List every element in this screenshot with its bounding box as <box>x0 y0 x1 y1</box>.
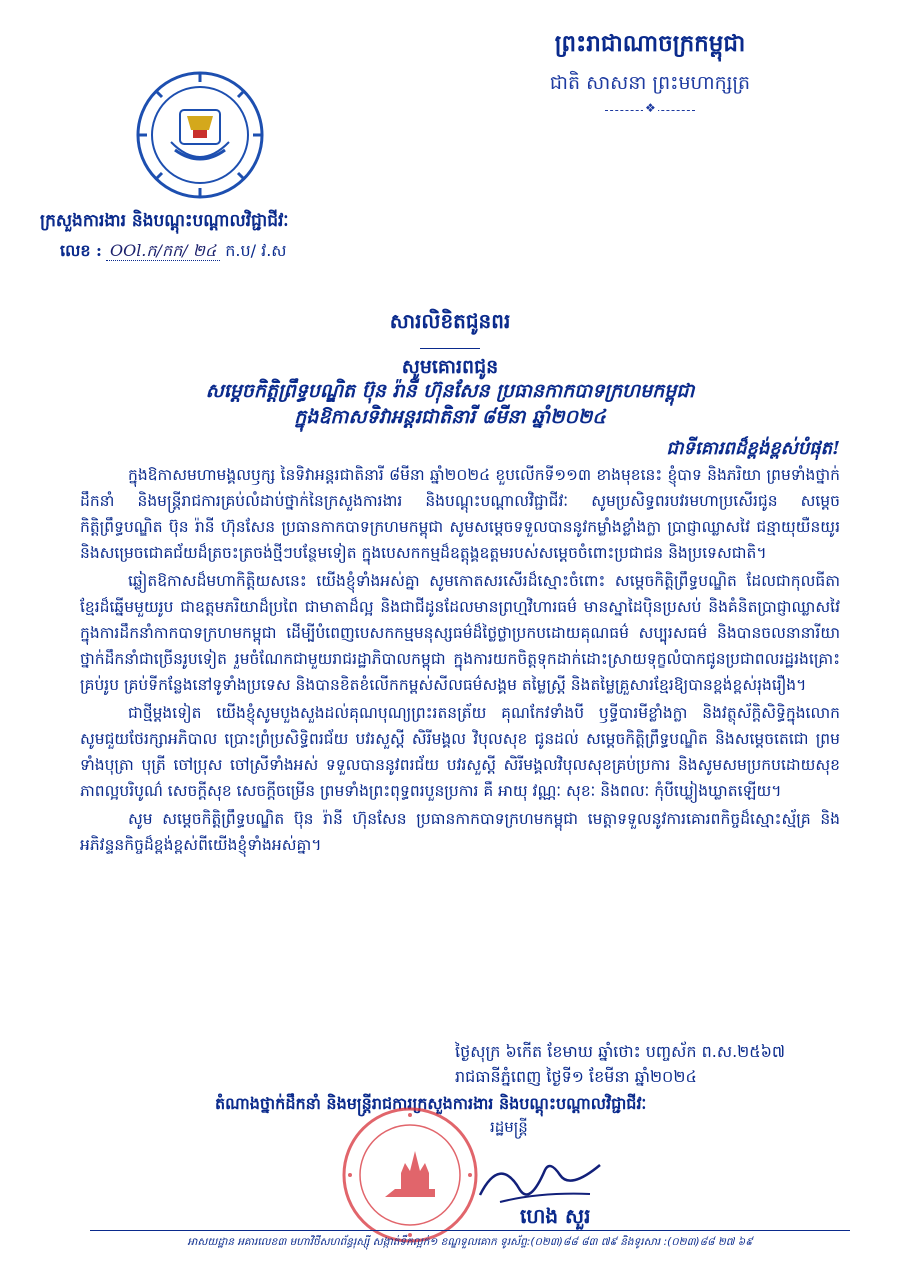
signatory-name: ហេង សួរ <box>520 1204 591 1228</box>
reference-suffix: ក.ប/ វ.ស <box>225 241 287 260</box>
footer-divider <box>90 1230 850 1231</box>
reference-label: លេខ : <box>60 241 102 260</box>
ministry-name: ក្រសួងការងារ និងបណ្តុះបណ្តាលវិជ្ជាជីវៈ <box>40 211 289 231</box>
respect-line: សូមគោរពជូន <box>401 356 499 378</box>
reference-value: OOl.ក/កក/ ២៤ <box>106 241 220 261</box>
title-underline <box>420 348 480 349</box>
ministry-logo <box>135 70 265 200</box>
addressee-line-1: សម្តេចកិត្តិព្រឹទ្ធបណ្ឌិត ប៊ុន រ៉ានី ហ៊ុនសែន ប្រធានកាកបាទក្រហមកម្ពុជា <box>205 380 695 402</box>
reference-number <box>60 240 287 264</box>
footer-address: អាសយដ្ឋាន អគារលេខ៣ មហាវិថីសហព័ន្ធរុស្ស៊ី សង្កាត់ទឹកល្អក់១ ខណ្ឌទួលគោក ទូរស័ព្ទ:(០២៣)៨៨ ៨៣ ៧៩ និងទូរសារ :(០២៣)៨៨ ២៧ ៦៩ <box>187 1236 753 1248</box>
body-paragraph-2: ឆ្លៀតឱកាសដ៏មហាកិត្តិយសនេះ យើងខ្ញុំទាំងអស់គ្នា សូមកោតសរសើរដ៏ស្មោះចំពោះ សម្តេចកិត្តិព្រឹទ្ធបណ្ឌិត ដែលជាកុលធីតាខ្មែរដ៏ឆ្នើមមួយរូប ជាឧត្តមភរិយាដ៏ប្រពៃ ជាមាតាដ៏ល្អ និងជាជីដូនដែលមានព្រហ្មវិហារធម៌ មានស្នាដៃប៉ិនប្រសប់ និងគំនិតប្រាជ្ញាឈ្លាសវៃ ក្នុងការដឹកនាំកាកបាទក្រហមកម្ពុជា ដើម្បីបំពេញបេសកកម្មមនុស្សធម៌ដ៏ថ្លៃថ្លាប្រកបដោយគុណធម៌ សប្បុរសធម៌ និងបានចលនានារីយាថ្នាក់ដឹកនាំជាច្រើនរូបទៀត រួមចំណែកជាមួយរាជរដ្ឋាភិបាលកម្ពុជា ក្នុងការយកចិត្តទុកដាក់ដោះស្រាយទុក្ខលំបាកជូនប្រជាពលរដ្ឋរងគ្រោះគ្រប់រូប គ្រប់ទីកន្លែងនៅទូទាំងប្រទេស និងបានខិតខំលើកកម្ពស់សីលធម៌សង្គម តម្លៃស្ត្រី និងតម្លៃគ្រួសារខ្មែរឱ្យបានខ្ពង់ខ្ពស់រុងរឿង។ <box>80 572 840 694</box>
kingdom-name: ព្រះរាជាណាចក្រកម្ពុជា <box>554 30 746 57</box>
solar-date: រាជធានីភ្នំពេញ ថ្ងៃទី១ ខែមីនា ឆ្នាំ២០២៤ <box>455 1067 697 1086</box>
body-paragraph-1: ក្នុងឱកាសមហាមង្គលឫក្ស នៃទិវាអន្តរជាតិនារី ៨មីនា ឆ្នាំ២០២៤ ខួបលើកទី១១៣ ខាងមុខនេះ ខ្ញុំបាទ និងភរិយា ព្រមទាំងថ្នាក់ដឹកនាំ និងមន្ត្រីរាជការគ្រប់លំដាប់ថ្នាក់នៃក្រសួងការងារ និងបណ្តុះបណ្តាលវិជ្ជាជីវៈ សូមប្រសិទ្ធពរបវរមហាប្រសើរជូន សម្តេចកិត្តិព្រឹទ្ធបណ្ឌិត ប៊ុន រ៉ានី ហ៊ុនសែន ប្រធានកាកបាទក្រហមកម្ពុជា សូមសម្តេចទទួលបាននូវកម្លាំងខ្លាំងក្លា ប្រាជ្ញាឈ្លាសវៃ ជន្មាយុយឺនយូរ និងសម្រេចជោគជ័យដ៏ត្រចះត្រចង់ថ្មីៗបន្ថែមទៀត ក្នុងបេសកកម្មដ៏ឧត្តុង្គឧត្តមរបស់សម្តេចចំពោះប្រជាជន និងប្រទេសជាតិ។ <box>80 466 840 562</box>
lunar-date: ថ្ងៃសុក្រ ៦កើត ខែមាឃ ឆ្នាំថោះ បញ្ចស័ក ព.ស.២៥៦៧ <box>455 1042 786 1061</box>
handwritten-signature <box>470 1150 610 1210</box>
letter-body <box>80 462 840 860</box>
body-paragraph-4: សូម សម្តេចកិត្តិព្រឹទ្ធបណ្ឌិត ប៊ុន រ៉ានី ហ៊ុនសែន ប្រធានកាកបាទក្រហមកម្ពុជា មេត្តាទទួលនូវការគោរពកិច្ចដ៏ស្មោះស្ម័គ្រ និងអភិវន្ទនកិច្ចដ៏ខ្ពង់ខ្ពស់ពីយើងខ្ញុំទាំងអស់គ្នា។ <box>80 810 840 854</box>
salutation: ជាទីគោរពដ៏ខ្ពង់ខ្ពស់បំផុត! <box>666 438 840 459</box>
addressee-line-2: ក្នុងឱកាសទិវាអន្តរជាតិនារី ៨មីនា ឆ្នាំ២០២៤ <box>294 406 606 428</box>
document-title: សារលិខិតជូនពរ <box>389 309 511 333</box>
addressee-block <box>0 378 900 430</box>
ornament-divider <box>605 107 695 115</box>
national-motto: ជាតិ សាសនា ព្រះមហាក្សត្រ <box>549 72 751 94</box>
kingdom-header <box>500 30 800 115</box>
signatory-title: តំណាងថ្នាក់ដឹកនាំ និងមន្ត្រីរាជការក្រសួងការងារ និងបណ្តុះបណ្តាលវិជ្ជាជីវៈ <box>215 1094 647 1113</box>
body-paragraph-3: ជាថ្មីម្តងទៀត យើងខ្ញុំសូមបួងសួងដល់គុណបុណ្យព្រះរតនត្រ័យ គុណកែវទាំងបី ឫទ្ធីបារមីខ្លាំងក្លា និងវត្ថុស័ក្តិសិទ្ធិក្នុងលោក សូមជួយថែរក្សាអភិបាល ប្រោះព្រំប្រសិទ្ធិពរជ័យ បវរសួស្តី សិរីមង្គល វិបុលសុខ ជូនដល់ សម្តេចកិត្តិព្រឹទ្ធបណ្ឌិត និងសម្តេចតេជោ ព្រមទាំងបុត្រា បុត្រី ចៅប្រុស ចៅស្រីទាំងអស់ ទទួលបាននូវពរជ័យ បវរសួស្តី សិរីមង្គលវិបុលសុខគ្រប់ប្រការ និងសូមសមប្រកបដោយសុខភាពល្អបរិបូណ៌ សេចក្តីសុខ សេចក្តីចម្រើន ព្រមទាំងព្រះពុទ្ធពរបួនប្រការ គឺ អាយុ វណ្ណៈ សុខៈ និងពលៈ កុំបីឃ្លៀងឃ្លាតឡើយ។ <box>80 704 840 800</box>
official-seal <box>340 1105 480 1245</box>
signatory-role: រដ្ឋមន្ត្រី <box>490 1118 528 1136</box>
